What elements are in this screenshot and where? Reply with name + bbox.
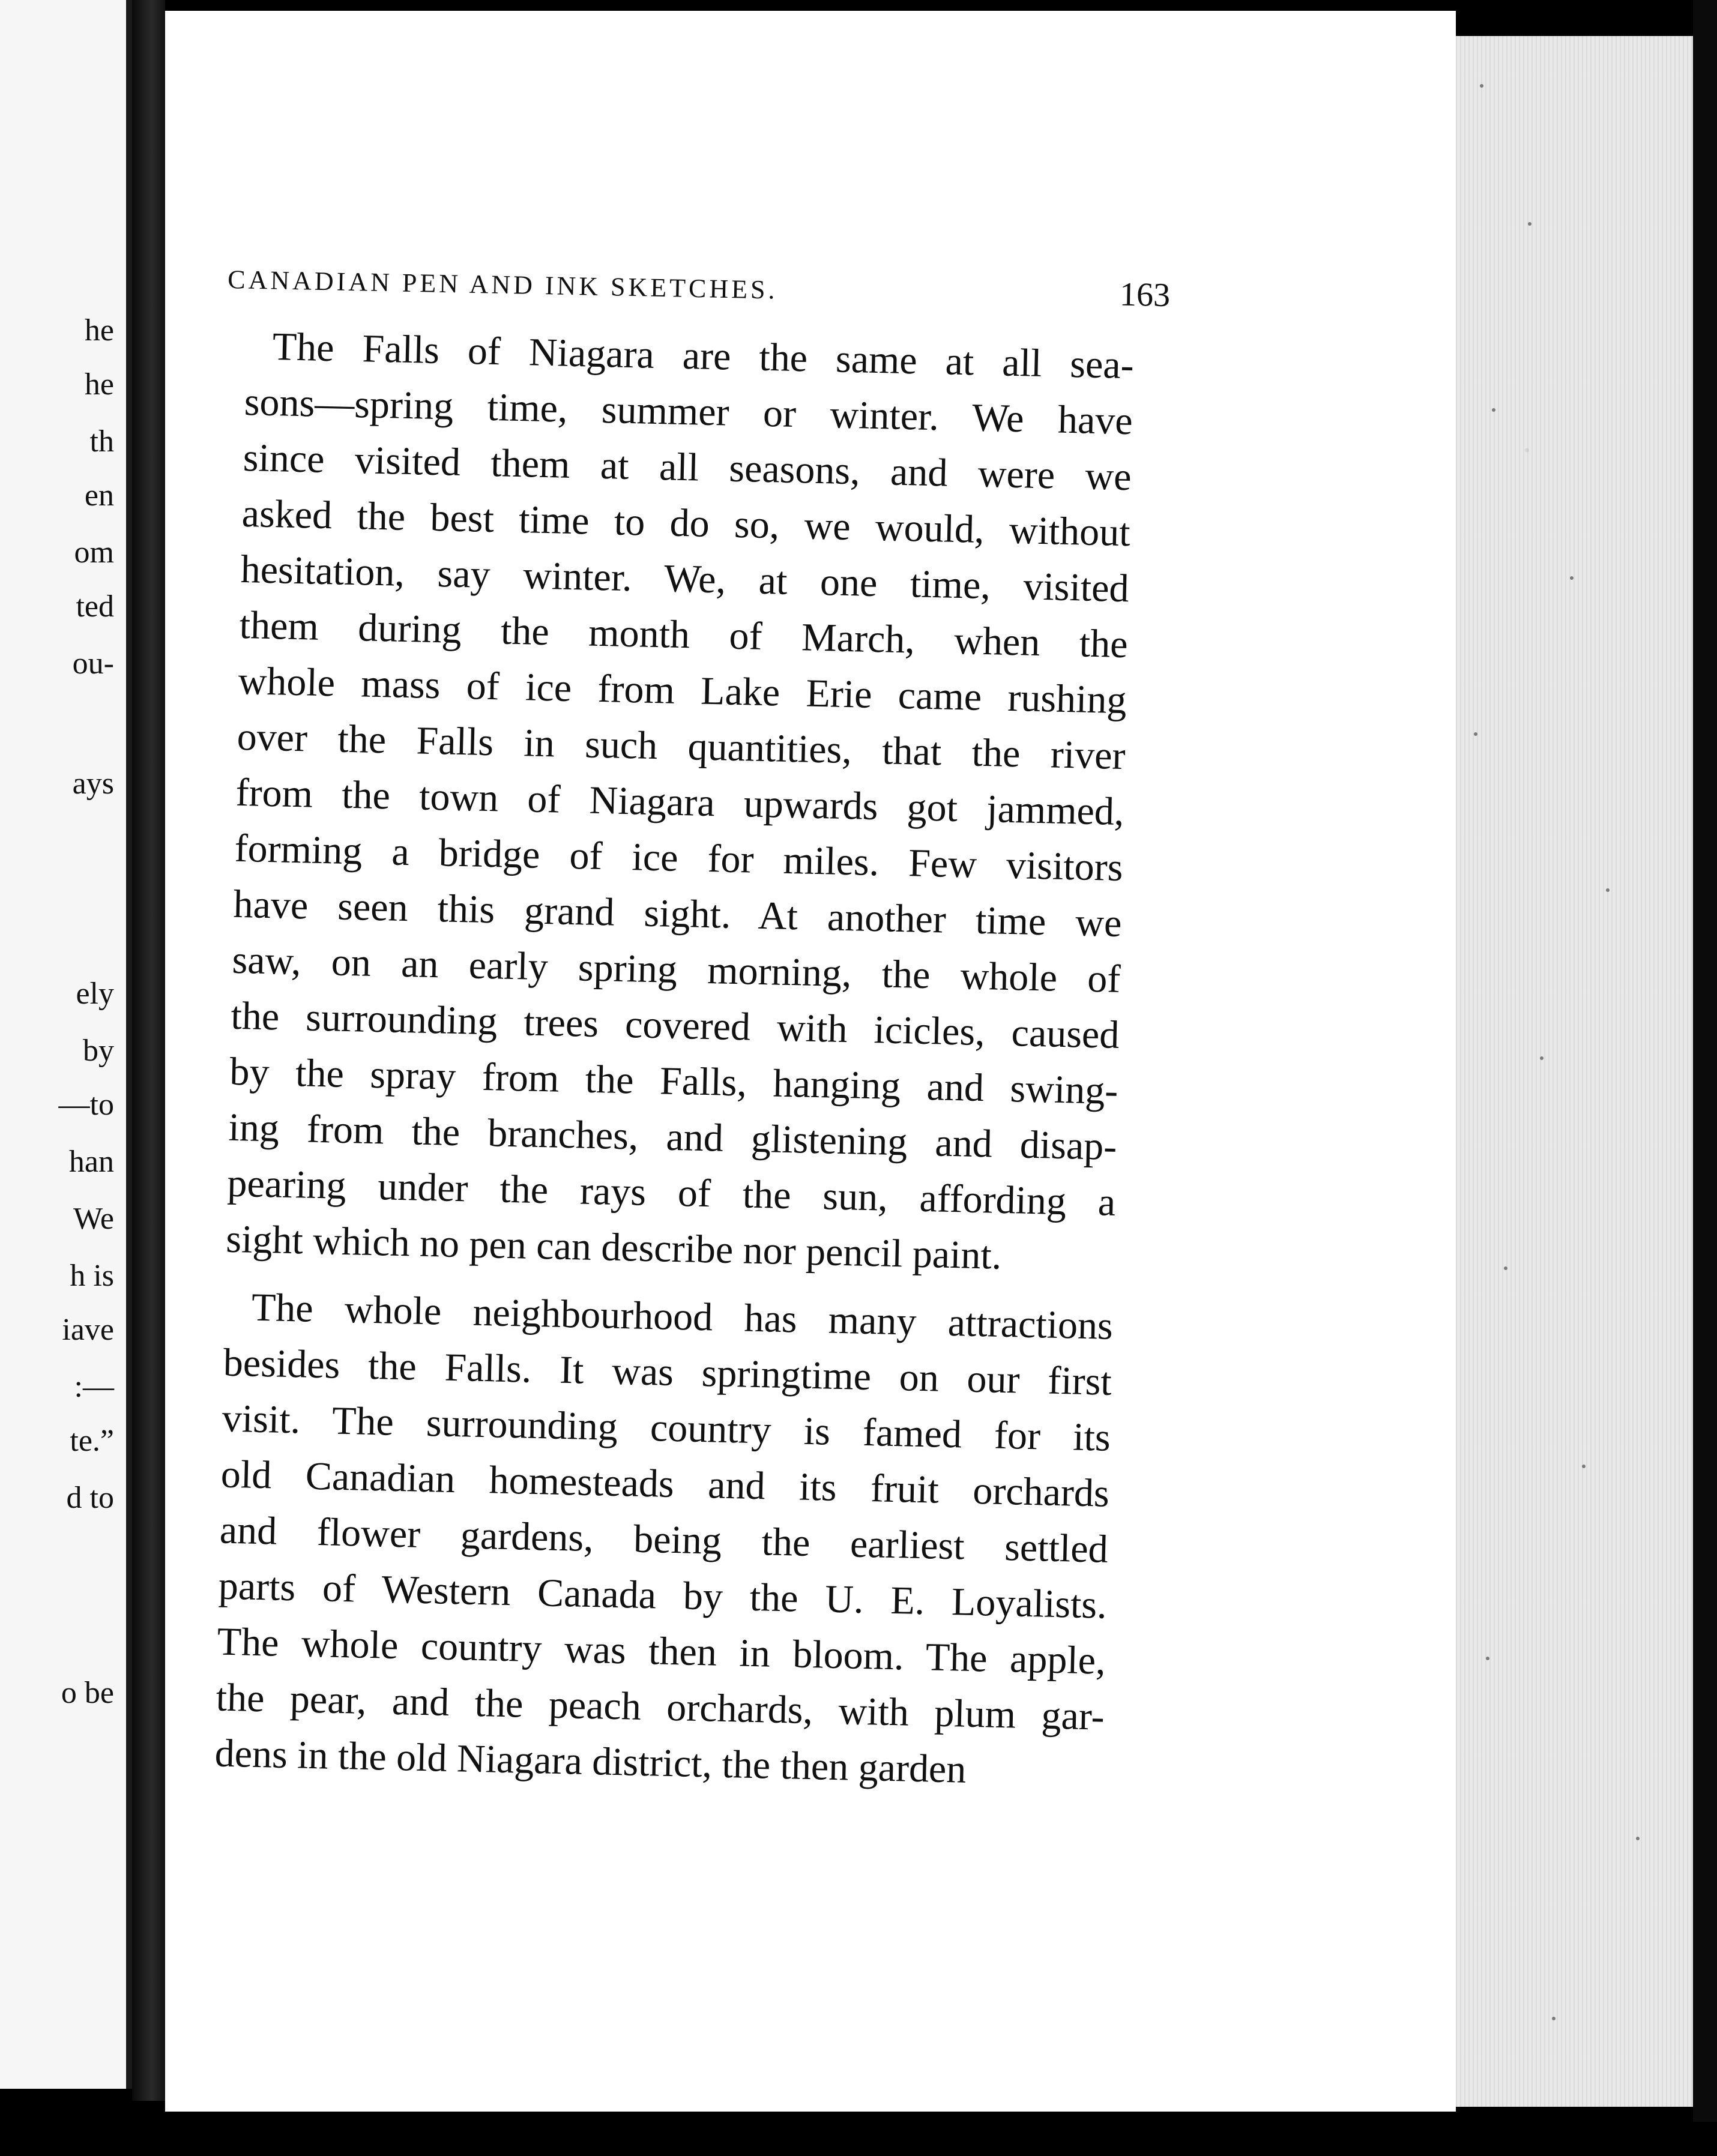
left-page-line: iave (62, 1313, 114, 1347)
text-line: hesitation, say winter. We, at one time, visited (240, 547, 1130, 611)
left-page-line: ays (72, 766, 114, 801)
text-line: visit. The surrounding country is famed for its (222, 1396, 1111, 1460)
text-line: parts of Western Canada by the U. E. Loyalists. (218, 1564, 1108, 1627)
running-title: CANADIAN PEN AND INK SKETCHES. (227, 264, 778, 305)
text-line: besides the Falls. It was springtime on our first (223, 1340, 1112, 1404)
left-page-line: th (89, 424, 114, 459)
left-page-line: :— (74, 1370, 114, 1404)
text-line: old Canadian homesteads and its fruit orchards (220, 1452, 1110, 1516)
text-line: The whole neighbourhood has many attractions (251, 1285, 1114, 1348)
text-line: over the Falls in such quantities, that the river (236, 714, 1126, 778)
scan-border-bottom (0, 2122, 1717, 2156)
page-edge-stack (1456, 36, 1693, 2107)
text-line: forming a bridge of ice for miles. Few visitors (234, 826, 1124, 890)
left-page-line: by (83, 1034, 114, 1068)
text-line: saw, on an early spring morning, the whole of (231, 938, 1121, 1002)
text-line: them during the month of March, when the (239, 603, 1129, 667)
left-page-line: he (84, 367, 114, 402)
text-line: The Falls of Niagara are the same at all sea- (272, 324, 1135, 388)
left-page-line: han (68, 1145, 114, 1179)
text-line: by the spray from the Falls, hanging and swing- (229, 1049, 1119, 1113)
left-page-line: ely (76, 977, 114, 1011)
text-line: pearing under the rays of the sun, affording a (226, 1161, 1116, 1224)
scan-border-right (1693, 0, 1717, 2156)
left-page-line: te.” (70, 1424, 114, 1458)
text-line: ing from the branches, and glistening and disap- (228, 1105, 1118, 1169)
text-line: and flower gardens, being the earliest settled (219, 1508, 1109, 1571)
left-page-line: ou- (72, 646, 114, 681)
text-line: since visited them at all seasons, and were we (243, 435, 1132, 499)
left-page-line: —to (58, 1088, 114, 1122)
left-page-line: d to (66, 1481, 114, 1515)
body-text (214, 318, 1135, 1801)
left-facing-page (0, 0, 132, 2089)
text-line: the surrounding trees covered with icicles, caused (230, 993, 1120, 1058)
left-page-line: h is (70, 1259, 114, 1293)
left-page-line: om (74, 535, 114, 570)
left-page-line: o be (61, 1676, 114, 1710)
text-line: asked the best time to do so, we would, without (241, 491, 1131, 555)
left-page-line: We (73, 1202, 114, 1236)
text-line: whole mass of ice from Lake Erie came rushing (238, 658, 1127, 723)
left-page-line: he (84, 313, 114, 348)
text-line: sight which no pen can describe nor pencil paint. (225, 1217, 1003, 1278)
text-line: have seen this grand sight. At another time we (232, 882, 1123, 946)
paragraph (214, 1279, 1114, 1801)
left-page-line: en (84, 478, 114, 513)
text-line: the pear, and the peach orchards, with plum gar- (216, 1675, 1105, 1739)
left-page-line: ted (76, 589, 114, 624)
text-line: dens in the old Niagara district, the then garden (214, 1731, 967, 1792)
page-number: 163 (1119, 276, 1171, 315)
paragraph (226, 318, 1135, 1286)
book-gutter (132, 0, 165, 2101)
text-line: The whole country was then in bloom. The apple, (217, 1619, 1106, 1683)
text-line: sons—spring time, summer or winter. We have (244, 379, 1133, 444)
text-line: from the town of Niagara upwards got jammed, (235, 770, 1125, 834)
